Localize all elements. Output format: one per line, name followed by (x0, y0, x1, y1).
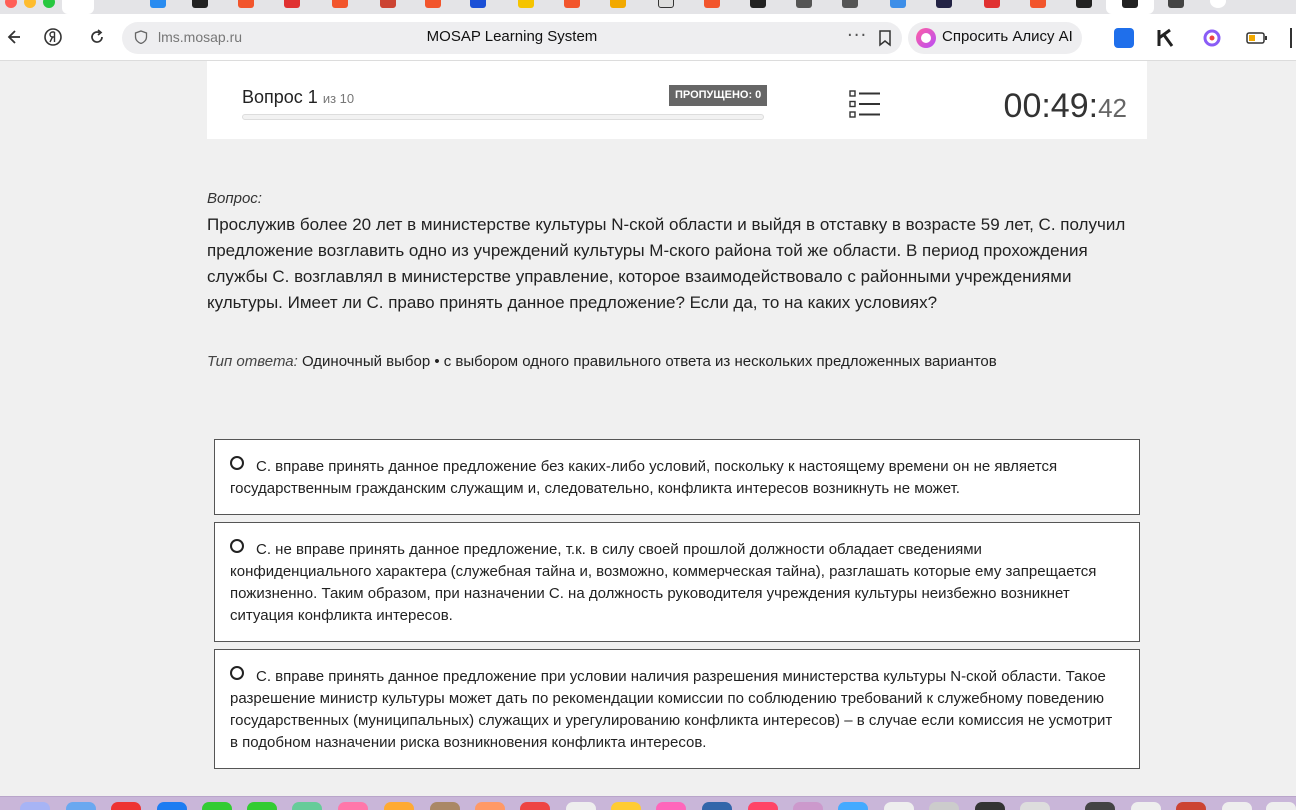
close-window-icon[interactable] (5, 0, 17, 8)
dock-app-icon[interactable] (1266, 802, 1296, 810)
question-text: Прослужив более 20 лет в министерстве культуры N-ской области и выйдя в отставку в возрасте 59 лет, С. получил предложение возглавить одно из учреждений культуры M-ского района той же области. В период прохождения службы С. возглавлял в министерстве управление, которое взаимодействовало с районными учреждениями культуры. Имеет ли С. право принять данное предложение? Если да, то на каких условиях? (207, 215, 1126, 312)
dock-app-icon[interactable] (1085, 802, 1115, 810)
tab-favicon-icon[interactable] (1076, 0, 1092, 8)
tab-favicon-icon[interactable] (610, 0, 626, 8)
dock-app-icon[interactable] (748, 802, 778, 810)
tab-favicon-icon[interactable] (518, 0, 534, 8)
tab-favicon-icon[interactable] (238, 0, 254, 8)
dock-app-icon[interactable] (111, 802, 141, 810)
test-header (207, 61, 1147, 139)
countdown-timer (1004, 87, 1127, 126)
dock-app-icon[interactable] (1176, 802, 1206, 810)
tab-favicon-icon[interactable] (750, 0, 766, 8)
extension-k-icon[interactable] (1156, 28, 1176, 48)
tab-favicon-icon[interactable] (564, 0, 580, 8)
tab-favicon-icon[interactable] (332, 0, 348, 8)
dock-app-icon[interactable] (247, 802, 277, 810)
tab-favicon-icon[interactable] (658, 0, 674, 8)
tab-favicon-icon[interactable] (890, 0, 906, 8)
timer-seconds: 42 (1098, 93, 1127, 123)
dock-app-icon[interactable] (702, 802, 732, 810)
answer-option[interactable] (214, 649, 1140, 769)
tab-favicon-icon[interactable] (192, 0, 208, 8)
dock-app-icon[interactable] (338, 802, 368, 810)
dock-app-icon[interactable] (975, 802, 1005, 810)
dock-app-icon[interactable] (475, 802, 505, 810)
browser-toolbar (0, 14, 1296, 61)
tab-favicon-icon[interactable] (470, 0, 486, 8)
answer-option[interactable] (214, 522, 1140, 642)
dock-app-icon[interactable] (66, 802, 96, 810)
dock-app-icon[interactable] (202, 802, 232, 810)
tab-strip (0, 0, 1296, 14)
tab-favicon-icon[interactable] (936, 0, 952, 8)
dock-app-icon[interactable] (157, 802, 187, 810)
dock-app-icon[interactable] (20, 802, 50, 810)
radio-button[interactable] (230, 456, 244, 470)
dock-app-icon[interactable] (292, 802, 322, 810)
tab-favicon-icon[interactable] (796, 0, 812, 8)
yandex-home-icon[interactable] (40, 24, 66, 50)
tab-active[interactable] (62, 0, 94, 14)
tab-favicon-icon[interactable] (1030, 0, 1046, 8)
tab-favicon-icon[interactable] (380, 0, 396, 8)
dock-app-icon[interactable] (656, 802, 686, 810)
tab-favicon-icon[interactable] (284, 0, 300, 8)
radio-button[interactable] (230, 539, 244, 553)
address-page-title: MOSAP Learning System (426, 28, 598, 45)
dock-app-icon[interactable] (566, 802, 596, 810)
tab-favicon-icon[interactable] (984, 0, 1000, 8)
bookmark-icon[interactable] (877, 29, 893, 47)
dock-app-icon[interactable] (611, 802, 641, 810)
dock-app-icon[interactable] (838, 802, 868, 810)
alice-icon (916, 28, 936, 48)
address-bar[interactable] (122, 22, 902, 54)
question-heading: Вопрос: (207, 190, 262, 207)
address-url[interactable]: lms.mosap.ru (158, 29, 243, 45)
dock-app-icon[interactable] (384, 802, 414, 810)
dock-app-icon[interactable] (1131, 802, 1161, 810)
dock (0, 796, 1296, 810)
dock-app-icon[interactable] (430, 802, 460, 810)
question-total: из 10 (322, 91, 355, 106)
radio-button[interactable] (230, 666, 244, 680)
dock-app-icon[interactable] (884, 802, 914, 810)
question-number: Вопрос 1 (242, 87, 318, 107)
tab-favicon-icon[interactable] (704, 0, 720, 8)
answer-option-text: С. не вправе принять данное предложение, т.к. в силу своей прошлой должности обладает сведениями конфиденциального характера (служебная тайна и, возможно, коммерческая тайна), разглашать которые ему запрещается пожизненно. Таким образом, при назначении С. на должность руководителя учреждения культуры неизбежно возникнет ситуация конфликта интересов. (230, 541, 1097, 624)
dock-app-icon[interactable] (520, 802, 550, 810)
skipped-badge: ПРОПУЩЕНО: 0 (669, 85, 767, 106)
window-menu-icon[interactable] (1290, 28, 1296, 48)
back-icon[interactable] (0, 24, 26, 50)
answer-option-text: С. вправе принять данное предложение при условии наличия разрешения министерства культуры N-ской области. Такое разрешение министр культуры может дать по рекомендации комиссии по соблюдению требований к служебному поведению государственных (муниципальных) служащих и урегулированию конфликта интересов) – в случае если комиссия не усмотрит в подобном назначении риска возникновения конфликта интересов. (230, 668, 1113, 751)
extension-circle-icon[interactable] (1202, 28, 1222, 48)
extension-market-icon[interactable] (1114, 28, 1134, 48)
tab-favicon-icon[interactable] (1168, 0, 1184, 8)
tab-favicon-icon[interactable] (1122, 0, 1138, 8)
tab-favicon-icon[interactable] (842, 0, 858, 8)
maximize-window-icon[interactable] (43, 0, 55, 8)
answer-type (207, 353, 997, 370)
dock-app-icon[interactable] (1222, 802, 1252, 810)
reload-icon[interactable] (84, 24, 110, 50)
timer-main: 00:49: (1003, 87, 1099, 125)
battery-icon (1246, 28, 1266, 48)
dock-app-icon[interactable] (1020, 802, 1050, 810)
dock-app-icon[interactable] (929, 802, 959, 810)
tab-favicon-icon[interactable] (425, 0, 441, 8)
answer-option[interactable] (214, 439, 1140, 515)
new-tab-icon[interactable] (1210, 0, 1226, 8)
minimize-window-icon[interactable] (24, 0, 36, 8)
answer-type-value: Одиночный выбор • с выбором одного правильного ответа из нескольких предложенных вариантов (301, 353, 997, 370)
question-list-icon[interactable] (849, 89, 881, 119)
progress-bar (242, 114, 764, 120)
answer-option-text: С. вправе принять данное предложение без каких-либо условий, поскольку к настоящему времени он не является государственным гражданским служащим и, следовательно, конфликта интересов возникнуть не может. (230, 458, 1058, 497)
question-counter (242, 87, 354, 108)
answer-type-label: Тип ответа: (207, 353, 298, 370)
tab-favicon-icon[interactable] (150, 0, 166, 8)
dock-app-icon[interactable] (793, 802, 823, 810)
ask-alice-button[interactable] (908, 22, 1082, 54)
ask-alice-label: Спросить Алису AI (942, 28, 1073, 45)
more-options-icon[interactable]: ··· (847, 25, 868, 46)
